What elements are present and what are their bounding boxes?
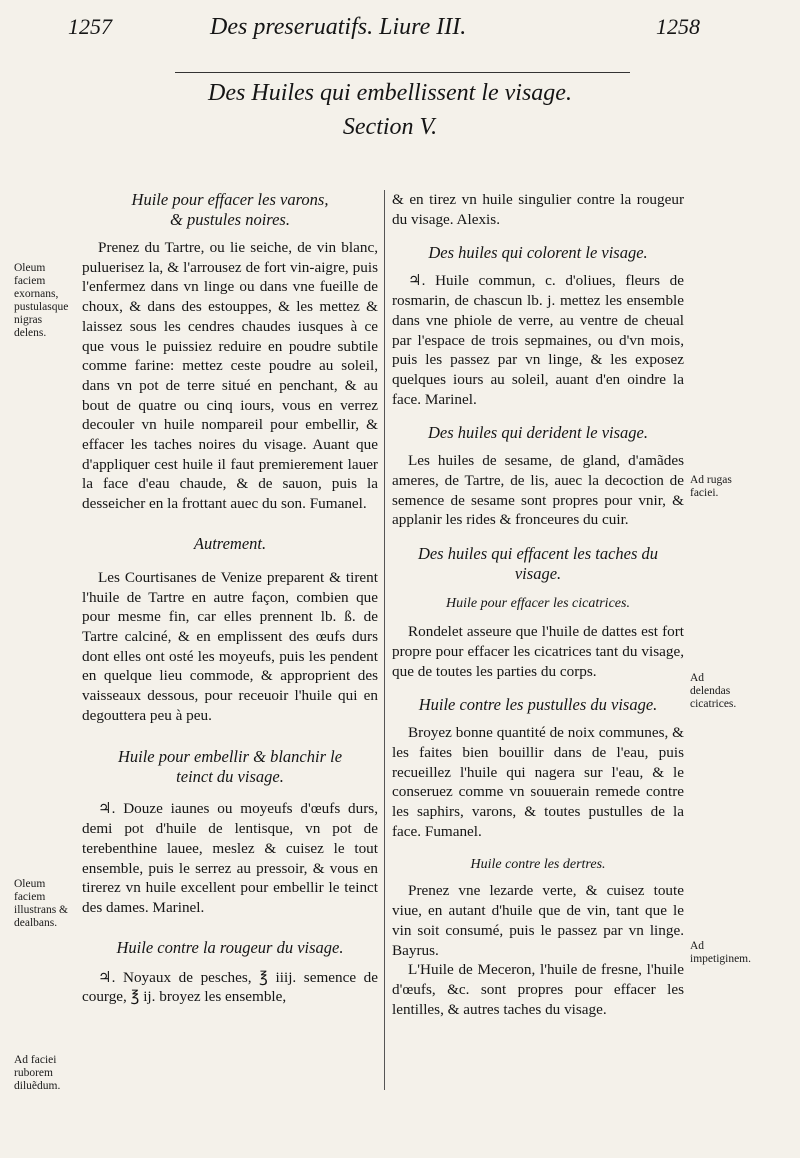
heading-blanchir: Huile pour embellir & blanchir le teinct du visage. <box>117 747 343 787</box>
margin-note-oleum-exornans: Oleum faciem exornans, pustulasque nigras delens. <box>14 262 69 339</box>
margin-note-rugas: Ad rugas faciei. <box>690 474 732 499</box>
heading-colorent: Des huiles qui colorent le visage. <box>428 243 648 263</box>
left-column <box>82 190 378 1007</box>
section-title: Section V. <box>342 114 438 140</box>
left-page-number: 1257 <box>68 14 112 39</box>
paragraph-huile-commun: ♃. Huile commun, c. d'oliues, fleurs de rosmarin, de chascun lb. j. mettez les ensemble dans vne phiole de verre, au ventre de cheual par l'espace de trois sepmaines, ou d'vn mois, puis les passez par vn linge, & les exposez quelques iours au soleil, auant d'en oindre la face. Marinel. <box>392 272 684 408</box>
paragraph-tartre: Prenez du Tartre, ou lie seiche, de vin blanc, puluerisez la, & l'arrousez de fort vin-aigre, puis l'enfermez dans vn linge ou dans vne fueille de choux, & dans des estouppes, & les mettez & laissez sous les cendres chaudes iusques à ce que vous le puissiez reduire en poudre subtile comme farine: mettez ceste poudre au soleil, dans vn pot de terre situé en penchant, & au bout de quatre ou cinq iours, vous en verrez decouler vn huile nompareil pour embellir, & effacer les taches noires du visage. Auant que d'appliquer cest huile il faut premierement lauer la face d'eau chaude, & de sauon, puis la desseicher en la frottant auec du son. Fumanel. <box>82 239 378 513</box>
heading-cicatrices: Huile pour effacer les cicatrices. <box>446 596 630 612</box>
page-header <box>60 14 700 46</box>
heading-pustulles: Huile contre les pustulles du visage. <box>418 695 658 715</box>
margin-note-oleum-illustrans: Oleum faciem illustrans & dealbans. <box>14 878 68 929</box>
right-page-number: 1258 <box>656 14 700 39</box>
paragraph-noyaux: ♃. Noyaux de pesches, ℥ iiij. semence de courge, ℥ ij. broyez les ensemble, <box>82 968 378 1006</box>
heading-rougeur: Huile contre la rougeur du visage. <box>116 937 344 957</box>
paragraph-lezarde: Prenez vne lezarde verte, & cuisez toute viue, en autant d'huile que de vin, tant que le vin soit consumé, puis le passez par vn linge. Bayrus. <box>392 882 684 959</box>
paragraph-courtisanes: Les Courtisanes de Venize preparent & tirent l'huile de Tartre en autre façon, combien que pour mesme fin, car elles prennent lb. ß. de Tartre calciné, & en emplissent des œufs durs dont elles ont osté les moyeufs, puis les pendent en quelque lieu commode, & approprient des vaisseaux dessous, pour receuoir l'huile qui en degouttera peu à peu. <box>82 568 378 724</box>
heading-taches: Des huiles qui effacent les taches du visage. <box>417 544 659 584</box>
paragraph-noix: Broyez bonne quantité de noix communes, & les faites bien bouillir dans de l'eau, puis recueillez l'huile qui nagera sur l'eau, & le conseruez comme vn souuerain remede contre les saphirs, varons, & toutes pustulles de la face. Fumanel. <box>392 724 684 840</box>
paragraph-sesame: Les huiles de sesame, de gland, d'amãdes ameres, de Tartre, de lis, auec la decoction de semence de sesame sont propres pour vnir, & applanir les rides & fronceures du cuir. <box>392 452 684 529</box>
running-title: Des preseruatifs. Liure III. <box>210 14 467 40</box>
paragraph-meceron: L'Huile de Meceron, l'huile de fresne, l'huile d'œufs, &c. sont propres pour effacer les lentilles, & autres taches du visage. <box>392 961 684 1018</box>
heading-derident: Des huiles qui derident le visage. <box>428 423 648 443</box>
margin-note-cicatrices: Ad delendas cicatrices. <box>690 672 737 710</box>
margin-note-ruborem: Ad faciei ruborem diluẽdum. <box>14 1054 61 1092</box>
heading-dertres: Huile contre les dertres. <box>470 857 606 873</box>
heading-varons: Huile pour effacer les varons, & pustules noires. <box>131 190 329 229</box>
column-divider <box>384 190 385 1090</box>
margin-note-impetiginem: Ad impetiginem. <box>690 940 752 965</box>
paragraph-alexis: & en tirez vn huile singulier contre la rougeur du visage. Alexis. <box>392 191 684 228</box>
header-rule <box>175 72 630 73</box>
right-column <box>392 190 684 1019</box>
chapter-title: Des Huiles qui embellissent le visage. <box>208 80 572 106</box>
heading-autrement: Autrement. <box>193 533 267 553</box>
paragraph-rondelet: Rondelet asseure que l'huile de dattes est fort propre pour effacer les cicatrices tant du visage, que de toutes les parties du corps. <box>392 623 684 680</box>
paragraph-iaunes: ♃. Douze iaunes ou moyeufs d'œufs durs, demi pot d'huile de lentisque, vn pot de terebenthine lauee, meslez & cuisez le tout ensemble, puis le serrez au pressoir, & vous en tirerez vn huile excellent pour embellir le teinct des dames. Marinel. <box>82 800 378 916</box>
